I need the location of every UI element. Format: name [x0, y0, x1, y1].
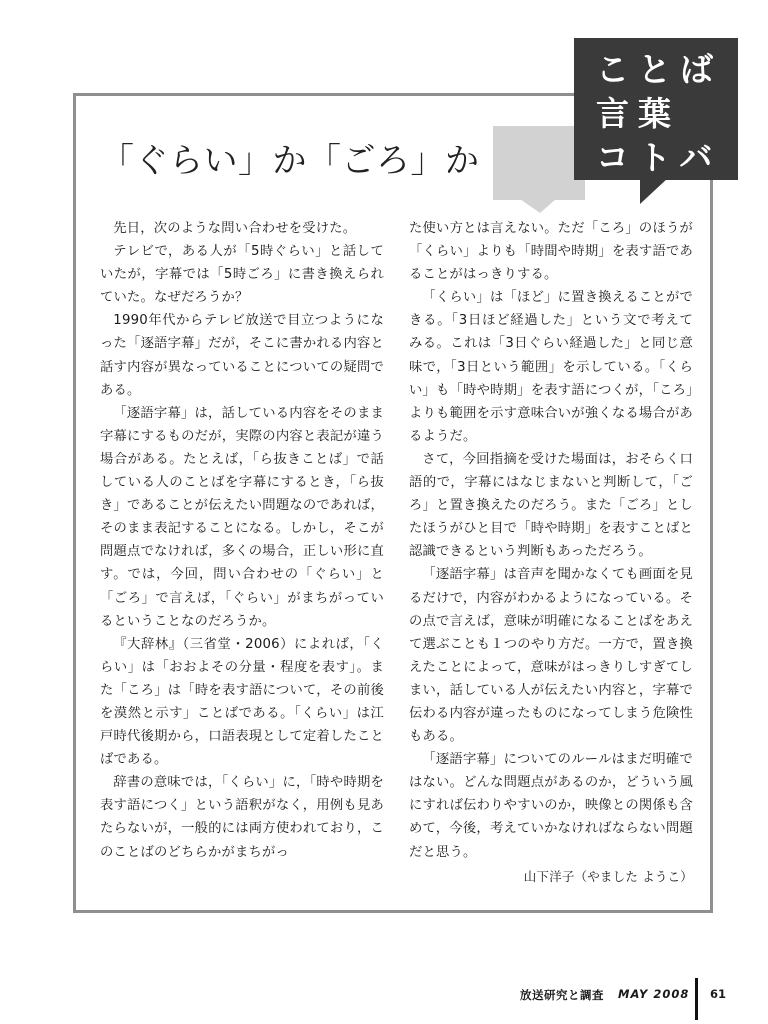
- paragraph-continued: た使い方とは言えない。ただ「ころ」のほうが「くらい」よりも「時間や時期」を表す語であることがはっきりする。: [409, 221, 693, 283]
- article-title: 「ぐらい」か「ごろ」か: [100, 141, 480, 181]
- kotoba-badge-tail: [640, 178, 670, 204]
- paragraph: 辞書の意味では，「くらい」に，「時や時期を表す語につく」という語釈がなく，用例も見あたらないが，一般的には両方使われており，このことばのどちらかがまちがっ: [100, 775, 384, 860]
- footer-divider: [695, 978, 698, 1020]
- paragraph: 先日，次のような問い合わせを受けた。: [113, 221, 357, 236]
- page-number: 61: [710, 987, 727, 1001]
- badge-line-3: コトバ: [596, 138, 722, 177]
- magazine-name: 放送研究と調査: [520, 988, 604, 1002]
- paragraph: 「逐語字幕」についてのルールはまだ明確ではない。どんな問題点があるのか，どういう風にすれば伝わりやすいのか，映像との関係も含めて，今後，考えていかなければならない問題だと思う。: [409, 752, 693, 860]
- paragraph: 『大辞林』（三省堂・2006）によれば，「くらい」は「おおよその分量・程度を表す」。また「ころ」は「時を表す語について，その前後を漠然と示す」ことばである。「くらい」は江戸時代後期から，口語表現として定着したことばである。: [100, 636, 384, 768]
- paragraph: 「くらい」は「ほど」に置き換えることができる。「3日ほど経過した」という文で考えてみる。これは「3日ぐらい経過した」と同じ意味で，「3日という範囲」を示している。「くらい」も「時や時期」を表す語につくが，「ころ」よりも範囲を示す意味合いが強くなる場合があるようだ。: [409, 290, 693, 444]
- badge-line-1: ことば: [596, 50, 722, 89]
- author-signature: 山下洋子（やました ようこ）: [523, 868, 693, 884]
- right-column: [409, 217, 693, 888]
- left-column: [100, 217, 384, 864]
- kotoba-badge: [574, 38, 738, 180]
- badge-line-2: 言葉: [596, 94, 680, 133]
- paragraph: テレビで，ある人が「5時ぐらい」と話していたが，字幕では「5時ごろ」に書き換えられていた。なぜだろうか？: [100, 244, 384, 306]
- page-footer: [520, 984, 752, 1004]
- speech-bubble-back-tail: [520, 199, 556, 213]
- issue-date: MAY 2008: [618, 987, 690, 1001]
- paragraph: さて，今回指摘を受けた場面は，おそらく口語的で，字幕にはなじまないと判断して，「ごろ」と置き換えたのだろう。また「ごろ」としたほうがひと目で「時や時期」を表すことばと認識できるという判断もあっただろう。: [409, 451, 693, 560]
- speech-bubble-back: [493, 126, 585, 200]
- paragraph: 「逐語字幕」は音声を聞かなくても画面を見るだけで，内容がわかるようになっている。その点で言えば，意味が明確になることばをあえて選ぶことも１つのやり方だ。一方で，置き換えたことによって，意味がはっきりしすぎてしまい，話している人が伝えたい内容と，字幕で伝わる内容が違ったものになってしまう危険性もある。: [409, 567, 693, 745]
- paragraph: 「逐語字幕」は，話している内容をそのまま字幕にするものだが，実際の内容と表記が違う場合がある。たとえば，「ら抜きことば」で話している人のことばを字幕にするとき，「ら抜き」であることが伝えたい問題なのであれば，そのまま表記することになる。しかし，そこが問題点でなければ，多くの場合，正しい形に直す。では，今回，問い合わせの「ぐらい」と「ごろ」で言えば，「ぐらい」がまちがっているということなのだろうか。: [100, 405, 384, 629]
- paragraph: 1990年代からテレビ放送で目立つようになった「逐語字幕」だが，そこに書かれる内容と話す内容が異なっていることについての疑問である。: [100, 313, 384, 398]
